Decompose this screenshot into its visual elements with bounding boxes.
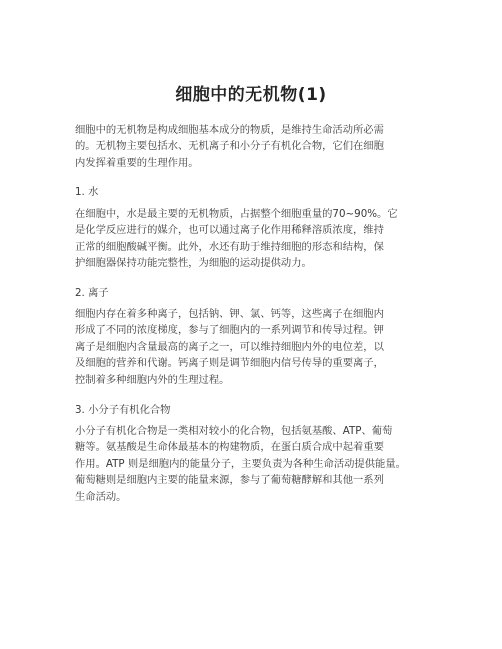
paragraph-line: 在细胞中，水是最主要的无机物质，占据整个细胞重量的70~90%。它 bbox=[75, 208, 398, 220]
section-paragraph-organic bbox=[75, 423, 445, 505]
paragraph-line: 离子是细胞内含量最高的离子之一，可以维持细胞内外的电位差，以 bbox=[75, 340, 384, 353]
document-title: 细胞中的无机物(1) bbox=[175, 85, 327, 105]
paragraph-line: 作用。ATP 则是细胞内的能量分子，主要负责为各种生命活动提供能量。 bbox=[75, 457, 406, 470]
paragraph-line: 生命活动。 bbox=[75, 490, 127, 503]
paragraph-line: 小分子有机化合物是一类相对较小的化合物，包括氨基酸、ATP、葡萄 bbox=[75, 425, 393, 437]
paragraph-line: 葡萄糖则是细胞内主要的能量来源，参与了葡萄糖酵解和其他一系列 bbox=[75, 474, 384, 487]
paragraph-line: 正常的细胞酸碱平衡。此外，水还有助于维持细胞的形态和结构，保 bbox=[75, 240, 384, 253]
intro-line: 细胞中的无机物是构成细胞基本成分的物质，是维持生命活动所必需 bbox=[75, 124, 384, 136]
paragraph-line: 形成了不同的浓度梯度，参与了细胞内的一系列调节和传导过程。钾 bbox=[75, 324, 384, 337]
paragraph-line: 护细胞器保持功能完整性，为细胞的运动提供动力。 bbox=[75, 257, 312, 270]
paragraph-line: 细胞内存在着多种离子，包括钠、钾、氯、钙等，这些离子在细胞内 bbox=[75, 308, 384, 320]
paragraph-line: 是化学反应进行的媒介，也可以通过离子化作用稀释溶质浓度，维持 bbox=[75, 224, 384, 237]
intro-paragraph bbox=[75, 122, 445, 171]
intro-line: 内发挥着重要的生理作用。 bbox=[75, 156, 199, 169]
section-paragraph-water bbox=[75, 206, 445, 272]
section-heading-ions: 2. 离子 bbox=[75, 287, 109, 299]
intro-line: 的。无机物主要包括水、无机离子和小分子有机化合物，它们在细胞 bbox=[75, 140, 384, 153]
paragraph-line: 糖等。氨基酸是生命体最基本的构建物质，在蛋白质合成中起着重要 bbox=[75, 441, 384, 454]
paragraph-line: 及细胞的营养和代谢。钙离子则是调节细胞内信号传导的重要离子， bbox=[75, 357, 384, 370]
section-heading-organic: 3. 小分子有机化合物 bbox=[75, 404, 171, 416]
section-paragraph-ions bbox=[75, 306, 445, 388]
section-heading-water: 1. 水 bbox=[75, 186, 99, 198]
paragraph-line: 控制着多种细胞内外的生理过程。 bbox=[75, 373, 230, 386]
